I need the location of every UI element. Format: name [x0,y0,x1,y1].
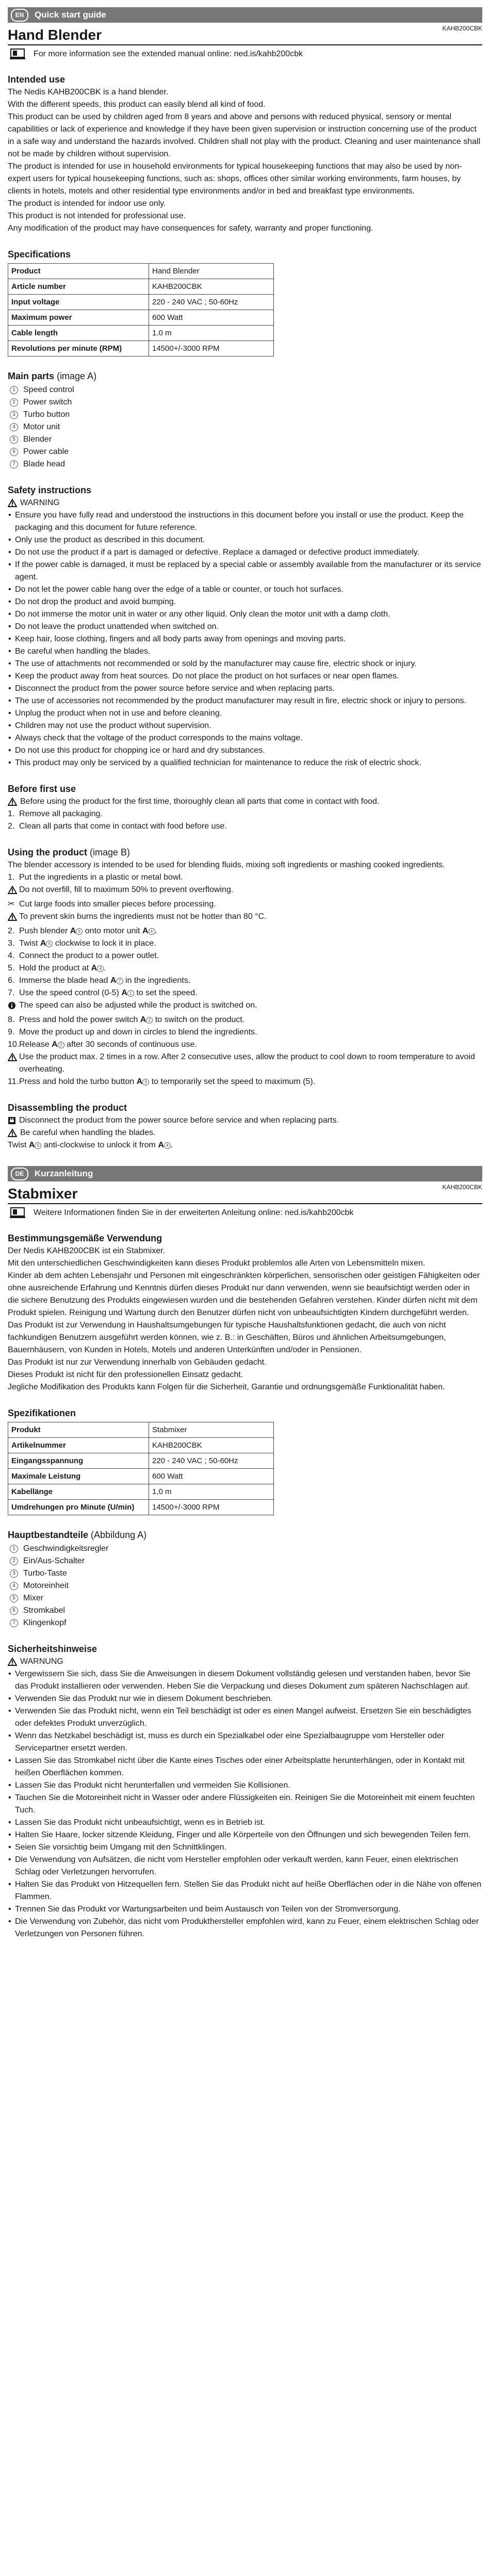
safety-heading-en: Safety instructions [8,485,92,495]
warning-icon [8,499,17,507]
list-item: 9. Move the product up and down in circles to blend the ingredients. [8,1028,257,1036]
list-item: 10. Release A 2 after 30 seconds of continuous use. [8,1040,197,1049]
table-row: Kabellänge 1,0 m [8,1484,274,1500]
specifications-heading-de: Spezifikationen [8,1408,76,1418]
warning-icon [8,913,17,921]
list-item: 3 Turbo-Taste [8,1567,482,1580]
list-item: • Die Verwendung von Zubehör, das nicht vom Produkthersteller empfohlen wird, kann zu Feuer, einem elektrischen Schlag oder Verletzungen von Personen führen. [8,1916,482,1940]
disassemble-warning-power: Disconnect the product from the power source before service and when replacing parts. [8,1114,482,1127]
main-parts-heading-en: Main parts (image A) [8,371,97,381]
list-item: • Unplug the product when not in use and before cleaning. [8,707,482,720]
note-overfill: Do not overfill, fill to maximum 50% to prevent overflowing. [8,884,482,898]
list-item: 2 Ein/Aus-Schalter [8,1555,482,1567]
product-title-en: Hand Blender [8,27,102,43]
list-item: 1. Put the ingredients in a plastic or metal bowl. [8,873,183,882]
list-item: • Halten Sie das Produkt von Hitzequellen fern. Stellen Sie das Produkt nicht auf heiße Oberflächen oder in die Nähe von offenen Flammen. [8,1878,482,1903]
quick-start-page [8,0,482,1940]
list-item: • Do not let the power cable hang over the edge of a table or counter, or touch hot surfaces. [8,584,482,596]
intended-use-line: Der Nedis KAHB200CBK ist ein Stabmixer. [8,1246,166,1255]
table-row: Maximale Leistung 600 Watt [8,1469,274,1484]
table-row: Product Hand Blender [8,264,274,279]
list-item: • Do not leave the product unattended when switched on. [8,621,482,633]
list-item: • If the power cable is damaged, it must be replaced by a special cable or assembly available from the manufacturer or its service agent. [8,559,482,584]
table-row: Produkt Stabmixer [8,1422,274,1438]
list-item: • Disconnect the product from the power source before service and when replacing parts. [8,683,482,695]
list-item: 11. Press and hold the turbo button A 3 to temporarily set the speed to maximum (5). [8,1077,316,1086]
specifications-table-en [8,263,274,357]
intended-use-line: Kinder ab dem achten Lebensjahr und Personen mit eingeschränkten körperlichen, sensorischen oder geistigen Fähigkeiten oder ohne ausreichende Erfahrung und Kenntnis dürfen dieses Produkt nur dann verwenden, wenn sie beaufsichtigt werden oder in die sichere Benutzung des Produkts eingewiesen wurden und die bestehenden Gefahren verstehen. Kinder dürfen nicht mit dem Produkt spielen. Reinigung und Wartung durch den Benutzer dürfen nicht von unbeaufsichtigten Kindern durchgeführt werden. [8,1271,480,1317]
list-item: • Trennen Sie das Produkt vor Wartungsarbeiten und beim Austausch von Teilen von der Stromversorgung. [8,1903,482,1916]
disassembling-heading-en: Disassembling the product [8,1103,127,1113]
list-item: 5 Blender [8,433,482,446]
list-item: 7 Blade head [8,458,482,471]
specifications-table-de [8,1422,274,1515]
list-item: • Lassen Sie das Produkt nicht unbeaufsichtigt, wenn es in Betrieb ist. [8,1817,482,1829]
list-item: • Halten Sie Haare, locker sitzende Kleidung, Finger und alle Körperteile von den Öffnungen und sich bewegenden Teilen fern. [8,1829,482,1841]
language-badge-de: DE [11,1168,28,1180]
intended-use-line: Das Produkt ist nur zur Verwendung innerhalb von Gebäuden gedacht. [8,1358,267,1367]
specifications-heading-en: Specifications [8,249,71,260]
using-intro-en: The blender accessory is intended to be used for blending fluids, mixing soft ingredients or mashing cooked ingredients. [8,861,445,869]
list-item: • Only use the product as described in this document. [8,534,482,546]
disassemble-step: Twist A 5 anti-clockwise to unlock it from A 4 . [8,1141,173,1149]
safety-heading-de: Sicherheitshinweise [8,1644,97,1654]
before-first-use-heading-en: Before first use [8,784,76,794]
list-item: 2 Power switch [8,396,482,409]
list-item: • Do not use the product if a part is damaged or defective. Replace a damaged or defective product immediately. [8,546,482,559]
note-burn: To prevent skin burns the ingredients must not be hotter than 80 °C. [8,911,482,925]
using-heading-en: Using the product (image B) [8,847,130,857]
list-item: • Verwenden Sie das Produkt nur wie in diesem Dokument beschrieben. [8,1693,482,1705]
table-row: Maximum power 600 Watt [8,310,274,326]
disassemble-warning-blades: Be careful when handling the blades. [8,1127,482,1139]
language-badge-en: EN [11,9,28,22]
list-item: 4. Connect the product to a power outlet. [8,951,159,960]
section-header-de: Kurzanleitung [35,1169,93,1178]
using-steps-en [8,871,482,884]
list-item: • Do not drop the product and avoid bumping. [8,596,482,608]
power-plug-icon [8,1116,16,1125]
safety-list-en [8,509,482,769]
list-item: 8. Press and hold the power switch A 2 to switch on the product. [8,1015,245,1024]
list-item: • The use of attachments not recommended or sold by the manufacturer may cause fire, electric shock or injury. [8,658,482,670]
list-item: • Die Verwendung von Aufsätzen, die nicht vom Hersteller empfohlen oder verkauft werden, kann Feuer, einen elektrischen Schlag oder Verletzungen hervorrufen. [8,1854,482,1878]
table-row: Revolutions per minute (RPM) 14500+/-3000 RPM [8,341,274,357]
list-item: 1 Speed control [8,384,482,396]
manual-book-icon [10,1207,25,1219]
list-item: • Tauchen Sie die Motoreinheit nicht in Wasser oder andere Flüssigkeiten ein. Reinigen Sie die Motoreinheit mit einem feuchten Tuch. [8,1792,482,1817]
intended-use-line: Jegliche Modifikation des Produkts kann Folgen für die Sicherheit, Garantie und ordnungsgemäße Funktionalität haben. [8,1383,445,1391]
section-header-en: Quick start guide [35,10,106,20]
intended-use-text-de [8,1245,482,1394]
list-item: • Keep hair, loose clothing, fingers and all body parts away from openings and moving parts. [8,633,482,645]
extended-manual-link-de[interactable]: Weitere Informationen finden Sie in der erweiterten Anleitung online: ned.is/kahb200cbk [34,1208,354,1217]
list-item: 4 Motoreinheit [8,1580,482,1592]
table-row: Cable length 1.0 m [8,326,274,341]
list-item: 5 Mixer [8,1592,482,1605]
list-item: • Verwenden Sie das Produkt nicht, wenn ein Teil beschädigt ist oder es einen Mangel aufweist. Ersetzen Sie ein beschädigtes oder defektes Produkt unverzüglich. [8,1705,482,1730]
main-parts-list-de [8,1543,482,1629]
list-item: • Keep the product away from heat sources. Do not place the product on hot surfaces or near open flames. [8,670,482,683]
main-parts-list-en [8,384,482,471]
list-item: • Be careful when handling the blades. [8,645,482,658]
extended-manual-link-en[interactable]: For more information see the extended manual online: ned.is/kahb200cbk [34,50,303,58]
warning-label-de: WARNUNG [20,1657,63,1666]
table-row: Input voltage 220 - 240 VAC ; 50-60Hz [8,295,274,310]
table-row: Article number KAHB200CBK [8,279,274,295]
warning-icon [8,1658,17,1666]
title-rule [8,1203,482,1204]
note-speed: The speed can also be adjusted while the product is switched on. [8,999,482,1014]
warning-label-en: WARNING [20,498,60,507]
note-max-uses: Use the product max. 2 times in a row. After 2 consecutive uses, allow the product to cool down to room temperature to avoid overheating. [8,1051,482,1076]
intended-use-line: The product is intended for use in household environments for typical housekeeping functions that may also be used by non-expert users for typical housekeeping functions, such as: shops, offices other similar working environments, farm houses, by clients in hotels, motels and other residential type environments and/or in bed and breakfast type environments. [8,162,462,196]
list-item: • Lassen Sie das Produkt nicht herunterfallen und vermeiden Sie Kollisionen. [8,1779,482,1792]
intended-use-line: Any modification of the product may have consequences for safety, warranty and proper functioning. [8,224,373,233]
intended-use-line: This product is not intended for professional use. [8,212,186,220]
list-item: 3 Turbo button [8,409,482,421]
list-item: 6 Power cable [8,446,482,458]
using-steps-final-en [8,1014,482,1051]
warning-icon [8,886,17,894]
intended-use-line: With the different speeds, this product can easily blend all kind of food. [8,100,266,109]
main-parts-heading-de: Hauptbestandteile (Abbildung A) [8,1530,147,1540]
before-use-warning-en: Before using the product for the first time, thoroughly clean all parts that come in contact with food. [20,797,380,806]
manual-book-icon [10,48,25,60]
language-bar-de [8,1166,482,1181]
model-code-en: KAHB200CBK [442,25,482,32]
intended-use-heading-en: Intended use [8,74,66,85]
note-cut: ✂ Cut large foods into smaller pieces before processing. [8,898,482,911]
list-item: 1 Geschwindigkeitsregler [8,1543,482,1555]
info-icon [8,1001,16,1010]
list-item: 1. Remove all packaging. [8,809,103,818]
list-item: 7. Use the speed control (0-5) A 1 to set the speed. [8,989,198,997]
before-use-steps-en [8,808,482,833]
list-item: • This product may only be serviced by a qualified technician for maintenance to reduce the risk of electric shock. [8,757,482,769]
model-code-de: KAHB200CBK [442,1184,482,1191]
title-rule [8,44,482,45]
list-item: • Ensure you have fully read and understood the instructions in this document before you install or use the product. Keep the packaging and this document for future reference. [8,509,482,534]
list-item: 6. Immerse the blade head A 7 in the ingredients. [8,976,191,985]
list-item: • Always check that the voltage of the product corresponds to the mains voltage. [8,732,482,744]
list-item: • Children may not use the product without supervision. [8,720,482,732]
list-item: • Vergewissern Sie sich, dass Sie die Anweisungen in diesem Dokument vollständig gelesen und verstanden haben, bevor Sie das Produkt installieren oder verwenden. Heben Sie die Verpackung und dieses Dokument zum späteren Nachschlagen auf. [8,1668,482,1693]
list-item: • Do not immerse the motor unit in water or any other liquid. Only clean the motor unit with a damp cloth. [8,608,482,621]
warning-icon [8,1053,17,1061]
intended-use-line: Mit den unterschiedlichen Geschwindigkeiten kann dieses Produkt problemlos alle Arten von Lebensmitteln mixen. [8,1259,426,1268]
intended-use-heading-de: Bestimmungsgemäße Verwendung [8,1233,162,1243]
intended-use-text-en [8,86,482,235]
list-item: • Do not use this product for chopping ice or hard and dry substances. [8,744,482,757]
language-bar-en [8,7,482,23]
list-item: 3. Twist A 5 clockwise to lock it in place. [8,939,156,948]
list-item: • Seien Sie vorsichtig beim Umgang mit den Schnittklingen. [8,1841,482,1854]
list-item: • Wenn das Netzkabel beschädigt ist, muss es durch ein Spezialkabel oder eine Spezialbaugruppe vom Hersteller oder Servicepartner ersetzt werden. [8,1730,482,1755]
intended-use-line: Das Produkt ist zur Verwendung in Haushaltsumgebungen für typische Haushaltsfunktionen gedacht, die auch von nicht fachkundigen Benutzern ausgeführt werden können, wie z. B.: in Geschäften, Büros und ähnlichen Arbeitsumgebungen, Bauernhäusern, von Kunden in Hotels, Motels und anderen Unterkünften und/oder in Pensionen. [8,1321,446,1354]
product-title-de: Stabmixer [8,1186,78,1202]
using-steps-continued-en [8,925,482,999]
list-item: • Lassen Sie das Stromkabel nicht über die Kante eines Tisches oder einer Arbeitsplatte herunterhängen, oder in Kontakt mit heißen Oberflächen kommen. [8,1755,482,1779]
intended-use-line: This product can be used by children aged from 8 years and above and persons with reduced physical, sensory or mental capabilities or lack of experience and knowledge if they have been given supervision or instruction concerning use of the product in a safe way and understand the hazards involved. Children shall not play with the product. Cleaning and user maintenance shall not be made by children without supervision. [8,112,481,158]
list-item: 6 Stromkabel [8,1605,482,1617]
warning-icon [8,798,17,806]
list-item: 2. Push blender A 5 onto motor unit A 4 . [8,927,157,935]
using-steps-turbo-en [8,1076,482,1088]
intended-use-line: The Nedis KAHB200CBK is a hand blender. [8,88,169,96]
table-row: Eingangsspannung 220 - 240 VAC ; 50-60Hz [8,1453,274,1469]
list-item: 7 Klingenkopf [8,1617,482,1629]
scissors-icon: ✂ [8,900,15,909]
list-item: • The use of accessories not recommended by the product manufacturer may result in fire, electric shock or injury to persons. [8,695,482,707]
list-item: 4 Motor unit [8,421,482,433]
warning-icon [8,1129,17,1137]
list-item: 2. Clean all parts that come in contact with food before use. [8,822,227,831]
list-item: 5. Hold the product at A 4 . [8,964,106,973]
table-row: Artikelnummer KAHB200CBK [8,1438,274,1453]
table-row: Umdrehungen pro Minute (U/min) 14500+/-3000 RPM [8,1500,274,1515]
intended-use-line: Dieses Produkt ist nicht für den professionellen Einsatz gedacht. [8,1370,243,1379]
safety-list-de [8,1668,482,1940]
intended-use-line: The product is intended for indoor use only. [8,199,166,208]
